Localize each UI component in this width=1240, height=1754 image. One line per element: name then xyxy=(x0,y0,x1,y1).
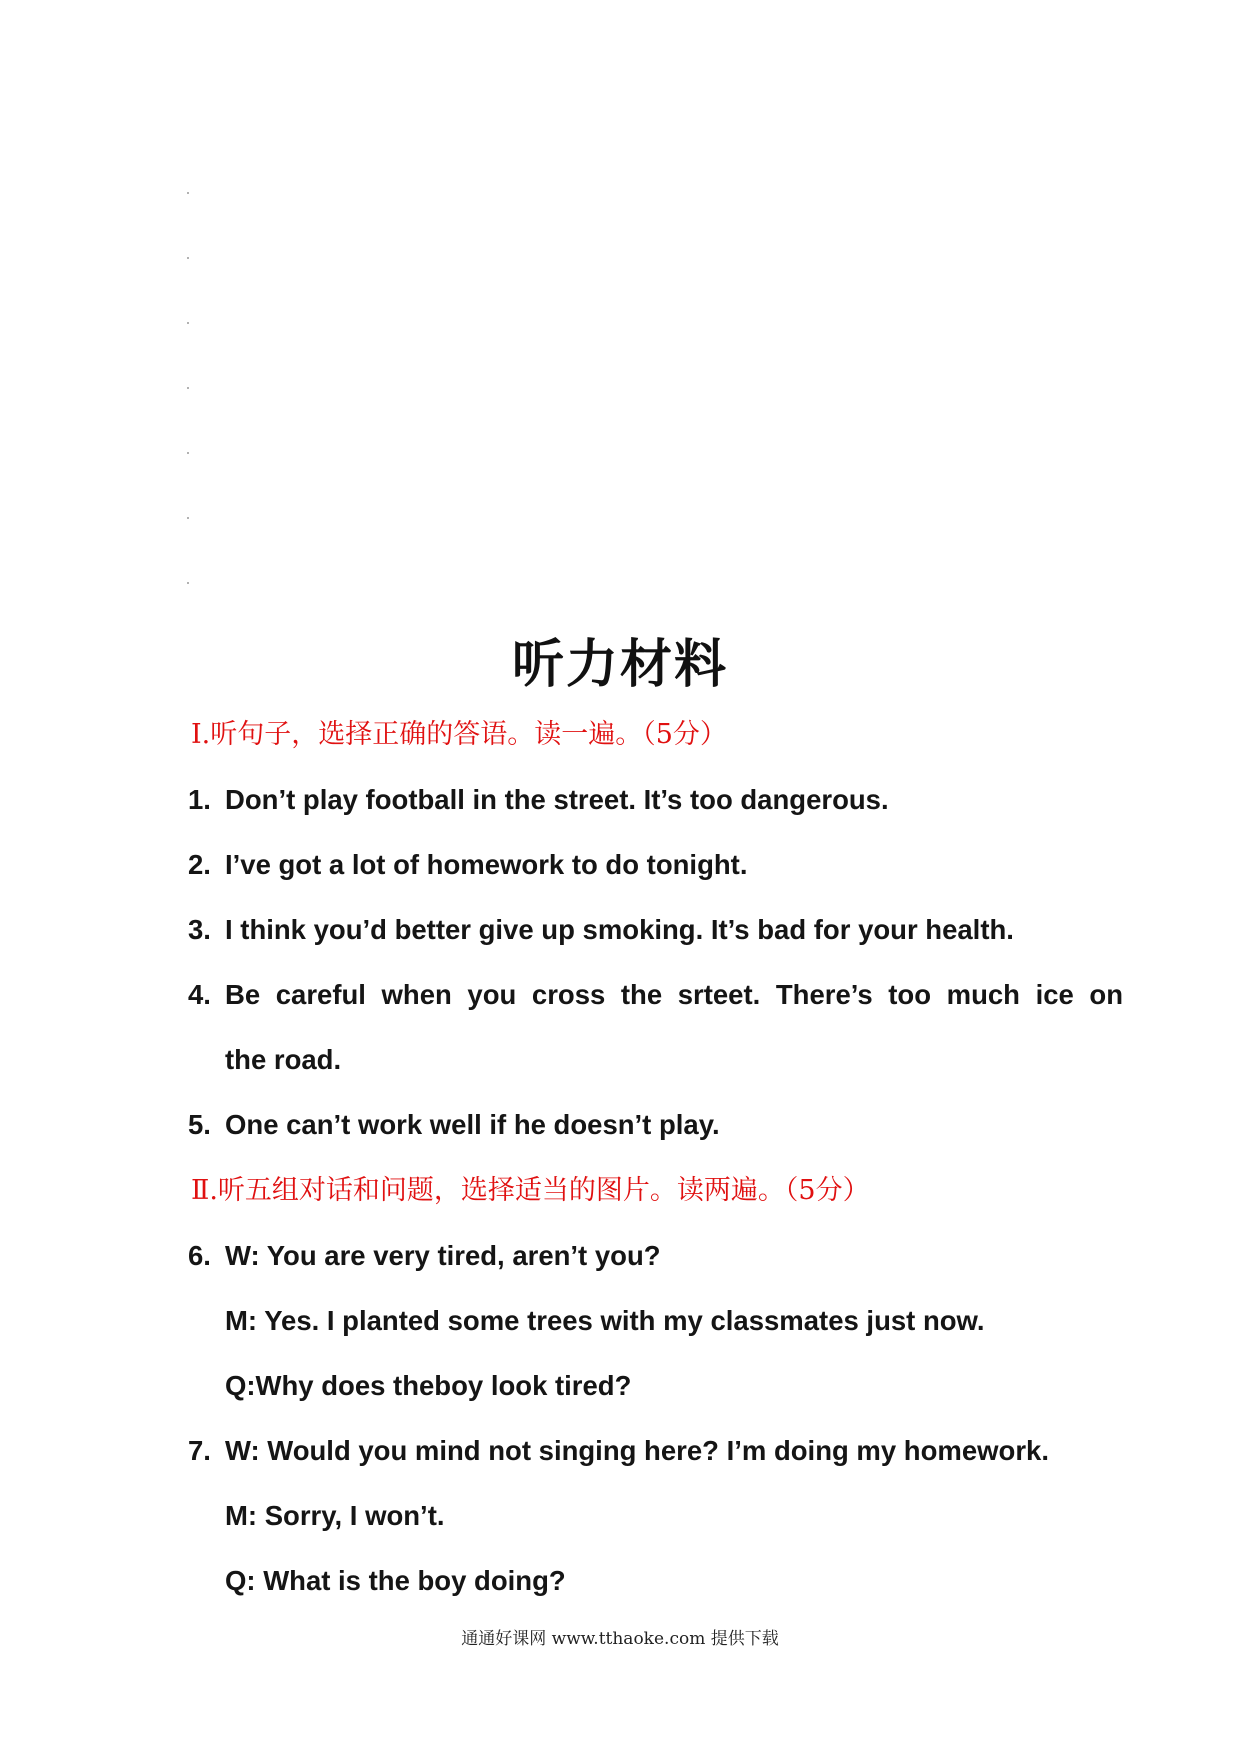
section-heading-1: Ⅰ.听句子，选择正确的答语。读一遍。（5分） xyxy=(191,719,727,750)
dialogue-line: W: Would you mind not singing here? I’m doing my homework. xyxy=(225,1435,1049,1466)
scan-speck xyxy=(187,192,189,194)
dialogue-line: M: Sorry, I won’t. xyxy=(225,1500,445,1531)
dialogue-line: W: You are very tired, aren’t you? xyxy=(225,1240,661,1271)
page-title: 听力材料 xyxy=(511,634,728,695)
scan-speck xyxy=(187,387,189,389)
dialogue-question: Q:Why does theboy look tired? xyxy=(225,1370,632,1401)
dialogue-question: Q: What is the boy doing? xyxy=(225,1565,566,1596)
scan-speck xyxy=(187,517,189,519)
scan-speck xyxy=(187,257,189,259)
item-number: 5. xyxy=(188,1109,211,1140)
item-number: 4. xyxy=(188,979,211,1010)
dialogue-number: 6. xyxy=(188,1240,211,1271)
item-text: I think you’d better give up smoking. It’s bad for your health. xyxy=(225,914,1014,945)
item-text: I’ve got a lot of homework to do tonight. xyxy=(225,849,748,880)
item-text: Be careful when you cross the srteet. There’s too much ice on xyxy=(225,979,1123,1010)
page-footer: 通通好课网 www.tthaoke.com 提供下载 xyxy=(461,1629,779,1649)
item-number: 1. xyxy=(188,784,211,815)
item-number: 2. xyxy=(188,849,211,880)
scan-speck xyxy=(187,582,189,584)
item-text-continuation: the road. xyxy=(225,1044,342,1075)
scan-speck xyxy=(187,452,189,454)
dialogue-line: M: Yes. I planted some trees with my classmates just now. xyxy=(225,1305,985,1336)
section-heading-2: Ⅱ.听五组对话和问题，选择适当的图片。读两遍。（5分） xyxy=(191,1175,870,1206)
item-text: Don’t play football in the street. It’s too dangerous. xyxy=(225,784,889,815)
scan-speck xyxy=(187,322,189,324)
item-text: One can’t work well if he doesn’t play. xyxy=(225,1109,720,1140)
dialogue-number: 7. xyxy=(188,1435,211,1466)
item-number: 3. xyxy=(188,914,211,945)
